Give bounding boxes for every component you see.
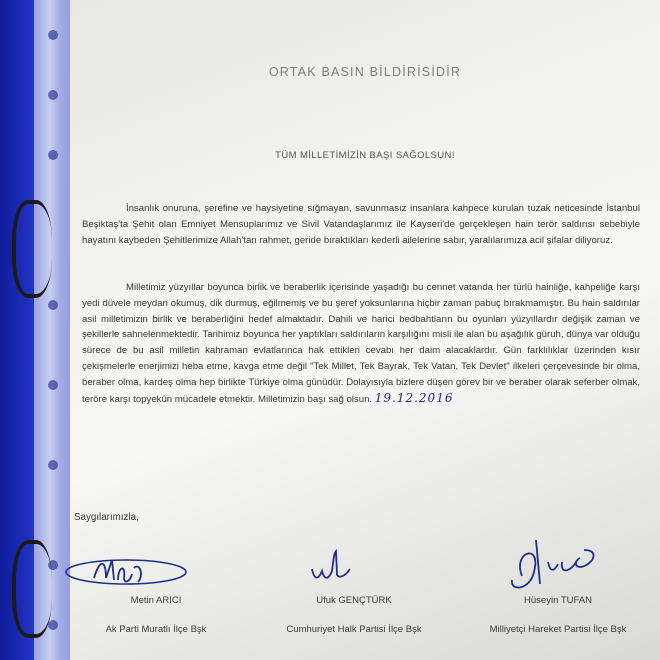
- signatory-2: [254, 595, 454, 635]
- closing-greeting: Saygılarımızla,: [74, 512, 139, 523]
- signatory-name: Ufuk GENÇTÜRK: [316, 595, 392, 606]
- signatory-1: [56, 595, 256, 635]
- signature-ufuk-gencturk: [306, 545, 356, 587]
- binder-ring: [12, 200, 52, 298]
- signature-huseyin-tufan: [506, 532, 606, 602]
- punch-hole: [48, 300, 58, 310]
- signatory-name: Metin ARICI: [130, 595, 182, 606]
- punch-hole: [48, 90, 58, 100]
- paragraph-condolence: İnsanlık onuruna, şerefine ve haysiyetine sığmayan, savunmasız insanlara kahpece kurulan tuzak neticesinde İstanbul Beşiktaş'ta Şehit olan Emniyet Mensuplarımız ve Sivil Vatandaşlarımız ile Kayseri'de gerçekleşen hain terör saldırısı sebebiyle hayatını kaybeden Şehitlerimize Allah'tan rahmet, geride bıraktıkları kederli ailelerine sabır, yaralılarımıza acil şifalar diliyoruz.: [82, 203, 640, 246]
- paragraph-statement-text: Milletimiz yüzyıllar boyunca birlik ve beraberlik içerisinde yaşadığı bu cennet vatanda her türlü hainliğe, kahpeliğe karşı yedi düvele meydan okumuş, dik durmuş, eğilmemiş ve bu şeref yoksunlarına hiçbir zaman pabuç bırakmamıştır. Bu hain saldırılar asil milletimizin birlik ve beraberliğini hedef almaktadır. Dahili ve harici bedbahtların bu oyunları yüzyıllardır değişik zaman ve şekillerle sahnelenmektedir. Tarihimiz boyunca her yaptıkları saldırıların karşılığını misli ile alan bu aşağılık güruh, dünya var olduğu sürece de bu asil milletin kahraman evlatlarınca hak ettikleri cevabı her daim alacaklardır. Gün farklılıklar üzerinden kısır çekişmelerle enerjimizi heba etme, kavga etme değil "Tek Millet, Tek Bayrak, Tek Vatan, Tek Devlet" ilkeleri çerçevesinde bir olma, beraber olma, kardeş olma hep birlikte Türkiye olma günüdür. Dolayısıyla bizlere düşen görev bir ve beraber olarak seferber olmak, teröre karşı topyekûn mücadele etmektir. Milletimizin başı sağ olsun.: [82, 282, 640, 405]
- punch-hole: [48, 30, 58, 40]
- document-title: ORTAK BASIN BİLDİRİSİDİR: [268, 65, 462, 79]
- binder-ring: [12, 540, 52, 638]
- punch-hole: [48, 380, 58, 390]
- punch-hole: [48, 150, 58, 160]
- paragraph-statement: [82, 280, 640, 407]
- punch-hole: [48, 460, 58, 470]
- signature-metin-arici: [60, 548, 190, 596]
- signatory-role: Milliyetçi Hareket Partisi İlçe Bşk: [489, 624, 627, 635]
- signatory-3: [458, 595, 658, 635]
- signatory-role: Ak Parti Muratlı İlçe Bşk: [105, 624, 207, 635]
- document-page: [70, 0, 660, 660]
- document-subtitle: TÜM MİLLETİMİZİN BAŞI SAĞOLSUN!: [275, 150, 455, 161]
- signatory-role: Cumhuriyet Halk Partisi İlçe Bşk: [286, 624, 422, 635]
- handwritten-date: 19.12.2016: [374, 390, 454, 405]
- signatory-name: Hüseyin TUFAN: [524, 595, 592, 606]
